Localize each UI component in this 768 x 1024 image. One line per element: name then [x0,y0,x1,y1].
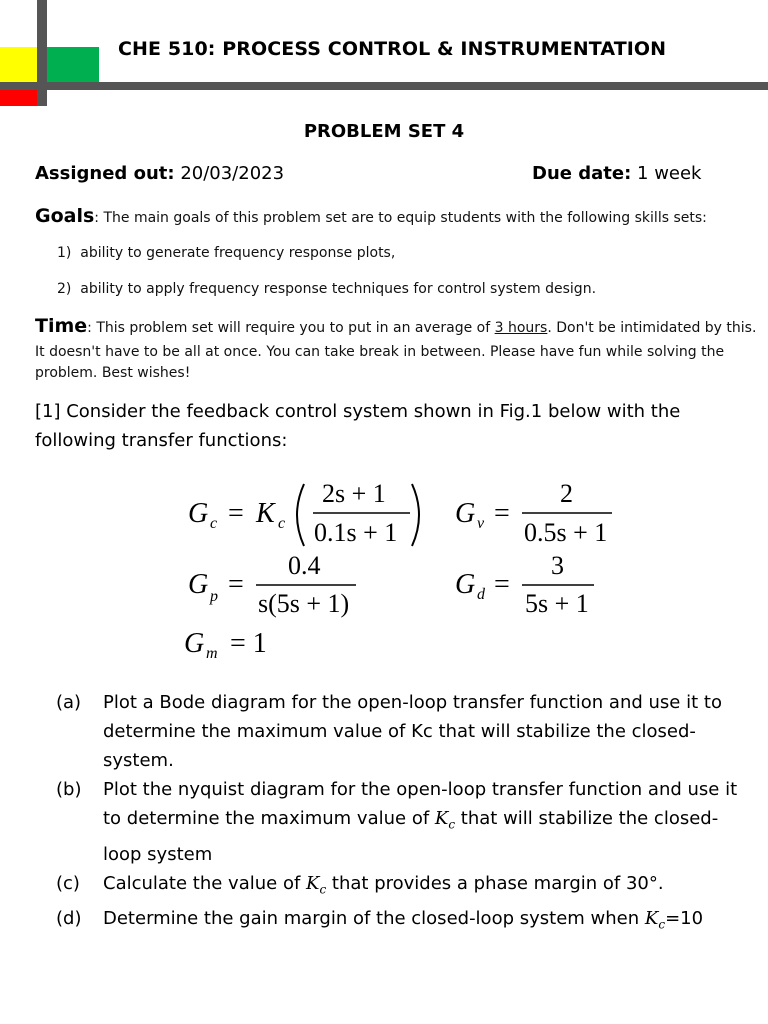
question1-line-2: following transfer functions: [35,430,288,451]
part-b-line: Plot the nyquist diagram for the open-loop transfer function and use it [103,779,738,800]
transfer-function-equations [0,470,768,670]
header-red-block [0,90,37,106]
assigned-value: 20/03/2023 [180,163,285,184]
part-d [56,904,746,940]
gc-subscript: c [210,515,218,532]
part-c [56,869,746,905]
header-horizontal-bar [0,82,768,90]
assigned-label: Assigned out: [35,163,175,184]
part-b-line: loop system [103,843,213,865]
question1-parts [56,688,746,940]
gd-subscript: d [477,586,485,603]
kc-math [434,808,456,832]
part-d-post: =10 [665,908,704,930]
part-b-line [103,804,746,840]
right-paren [412,484,419,546]
part-a [56,688,746,775]
goals-text: : The main goals of this problem set are to equip students with the following skills sets: [94,210,707,226]
time-hours: 3 hours [494,320,548,336]
gd-numerator: 3 [551,551,564,580]
equation-gp [188,551,356,618]
time-paragraph [35,315,756,337]
kc-sub: c [319,882,327,897]
goals-item-1 [57,245,395,261]
left-paren [297,484,304,546]
goals-item-2 [57,281,596,297]
gc-numerator: 2s + 1 [322,479,386,508]
time-label: Time [35,315,88,337]
part-c-pre: Calculate the value of [103,872,307,894]
kc-math [306,872,327,897]
problem-set-title: PROBLEM SET 4 [303,121,465,142]
kc-symbol: K [256,498,275,529]
part-a-line: determine the maximum value of Kc that will stabilize the closed- [103,721,696,742]
part-c-text [103,869,746,905]
time-line-3: problem. Best wishes! [35,365,191,381]
gp-equals: = [228,569,244,600]
part-label: (d) [56,908,82,930]
part-a-line: Plot a Bode diagram for the open-loop transfer function and use it to [103,692,722,713]
goals-item-num: 2) [57,281,72,297]
goals-item-text: ability to generate frequency response plots, [80,245,396,261]
part-label: (b) [56,779,82,800]
part-a-line: system. [103,750,174,771]
part-b-post: that will stabilize the closed- [455,808,719,829]
gd-symbol: G [455,569,476,600]
equation-gv [455,479,612,547]
header-vertical-bar [37,0,47,106]
kc-sub: c [658,917,666,932]
goals-label: Goals [35,205,95,227]
part-b [56,775,746,869]
equation-gc [188,479,419,547]
gc-equals: = [228,498,244,529]
gv-equals: = [494,498,510,529]
gp-numerator: 0.4 [288,551,321,580]
gd-denominator: 5s + 1 [525,589,589,618]
gm-rhs: = 1 [230,628,267,659]
time-text-after: . Don't be intimidated by this. [547,320,757,336]
gv-symbol: G [455,498,476,529]
kc-sub: c [448,817,456,832]
kc-math [644,908,666,932]
course-title: CHE 510: PROCESS CONTROL & INSTRUMENTATION [118,38,667,60]
equation-gd [455,551,594,618]
part-b-text [103,775,746,869]
part-label: (a) [56,692,82,713]
part-d-text [103,904,746,940]
goals-paragraph [35,205,707,227]
part-label: (c) [56,872,80,894]
gp-subscript: p [210,588,218,605]
part-d-pre: Determine the gain margin of the closed-loop system when [103,908,645,930]
gv-numerator: 2 [560,479,573,508]
gv-denominator: 0.5s + 1 [524,518,608,547]
due-date [532,163,701,184]
gc-denominator: 0.1s + 1 [314,518,398,547]
gc-symbol: G [188,498,209,529]
assigned-out [35,163,284,184]
time-text-before: : This problem set will require you to put in an average of [87,320,495,336]
gp-denominator: s(5s + 1) [258,589,350,618]
gm-symbol: G [184,628,205,659]
gm-subscript: m [206,645,218,662]
kc-letter: K [644,908,659,930]
part-c-post: that provides a phase margin of 30°. [326,872,664,894]
due-label: Due date: [532,163,632,184]
equation-gm [184,628,267,662]
kc-letter: K [306,872,320,894]
kc-letter: K [434,808,449,829]
part-a-text [103,688,746,775]
due-value: 1 week [637,163,702,184]
time-line-2: It doesn't have to be all at once. You can take break in between. Please have fun while solving the [35,344,725,360]
kc-subscript: c [278,515,286,532]
gp-symbol: G [188,569,209,600]
goals-item-text: ability to apply frequency response techniques for control system design. [80,281,597,297]
gd-equals: = [494,569,510,600]
part-b-pre: to determine the maximum value of [103,808,435,829]
question1-line-1: [1] Consider the feedback control system shown in Fig.1 below with the [35,401,681,422]
gv-subscript: v [477,515,485,532]
goals-item-num: 1) [57,245,72,261]
